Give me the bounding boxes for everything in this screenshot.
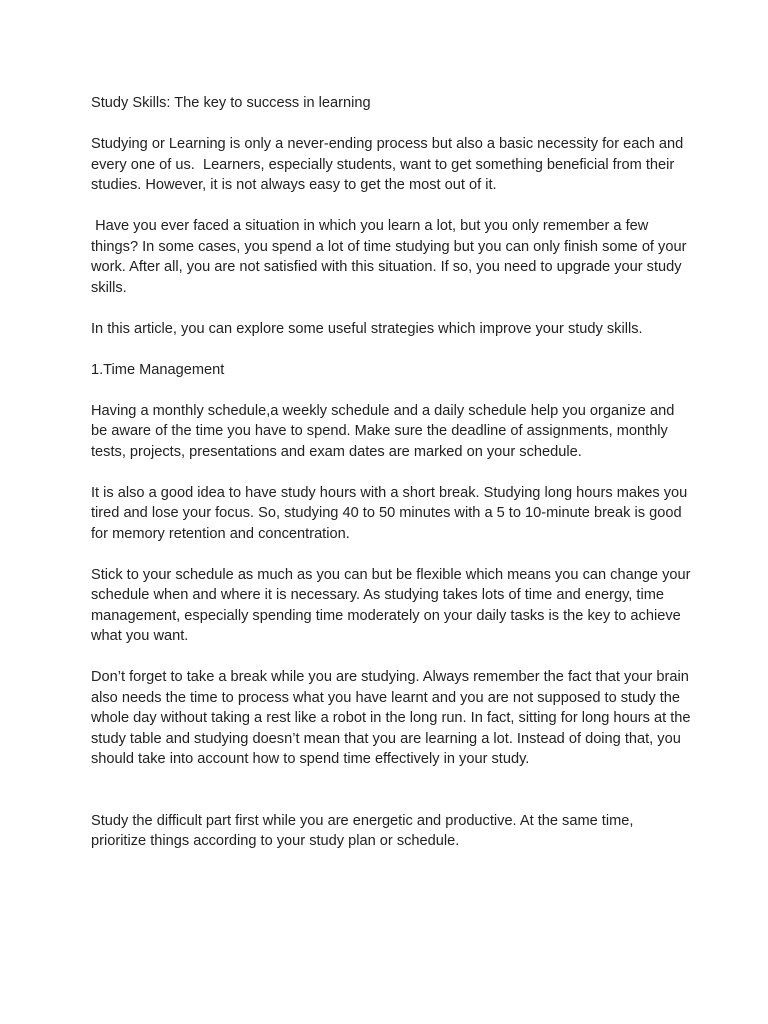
paragraph-schedule: Having a monthly schedule,a weekly schedule and a daily schedule help you organize and be aware of the time you have to spend. Make sure the deadline of assignments, monthly tests, projects, presentations and exam dates are marked on your schedule.: [91, 402, 679, 460]
document-body: [91, 93, 695, 872]
paragraph-question: Have you ever faced a situation in which you learn a lot, but you only remember a few things? In some cases, you spend a lot of time studying but you can only finish some of your work. After all, you are not satisfied with this situation. If so, you need to upgrade your study skills.: [91, 218, 691, 296]
paragraph-stick-to-schedule: Stick to your schedule as much as you can but be flexible which means you can change your schedule when and where it is necessary. As studying takes lots of time and energy, time management, especially spending time moderately on your daily tasks is the key to achieve what you want.: [91, 566, 695, 644]
document-title: Study Skills: The key to success in learning: [91, 95, 371, 111]
paragraph-study-hours: It is also a good idea to have study hours with a short break. Studying long hours makes you tired and lose your focus. So, studying 40 to 50 minutes with a 5 to 10-minute break is good for memory retention and concentration.: [91, 484, 692, 542]
paragraph-intro: Studying or Learning is only a never-ending process but also a basic necessity for each and every one of us. Learners, especially students, want to get something beneficial from their studies. However, it is not always easy to get the most out of it.: [91, 136, 688, 193]
section-heading-time-management: 1.Time Management: [91, 361, 225, 378]
paragraph-difficult-part-first: Study the difficult part first while you are energetic and productive. At the same time, prioritize things according to your study plan or schedule.: [91, 812, 638, 849]
paragraph-take-break: Don’t forget to take a break while you are studying. Always remember the fact that your brain also needs the time to process what you have learnt and you are not supposed to study the whole day without taking a rest like a robot in the long run. In fact, sitting for long hours at the study table and studying doesn’t mean that you are learning a lot. Instead of doing that, you should take into account how to spend time effectively in your study.: [91, 669, 695, 767]
paragraph-article-intro: In this article, you can explore some useful strategies which improve your study skills.: [91, 320, 643, 337]
